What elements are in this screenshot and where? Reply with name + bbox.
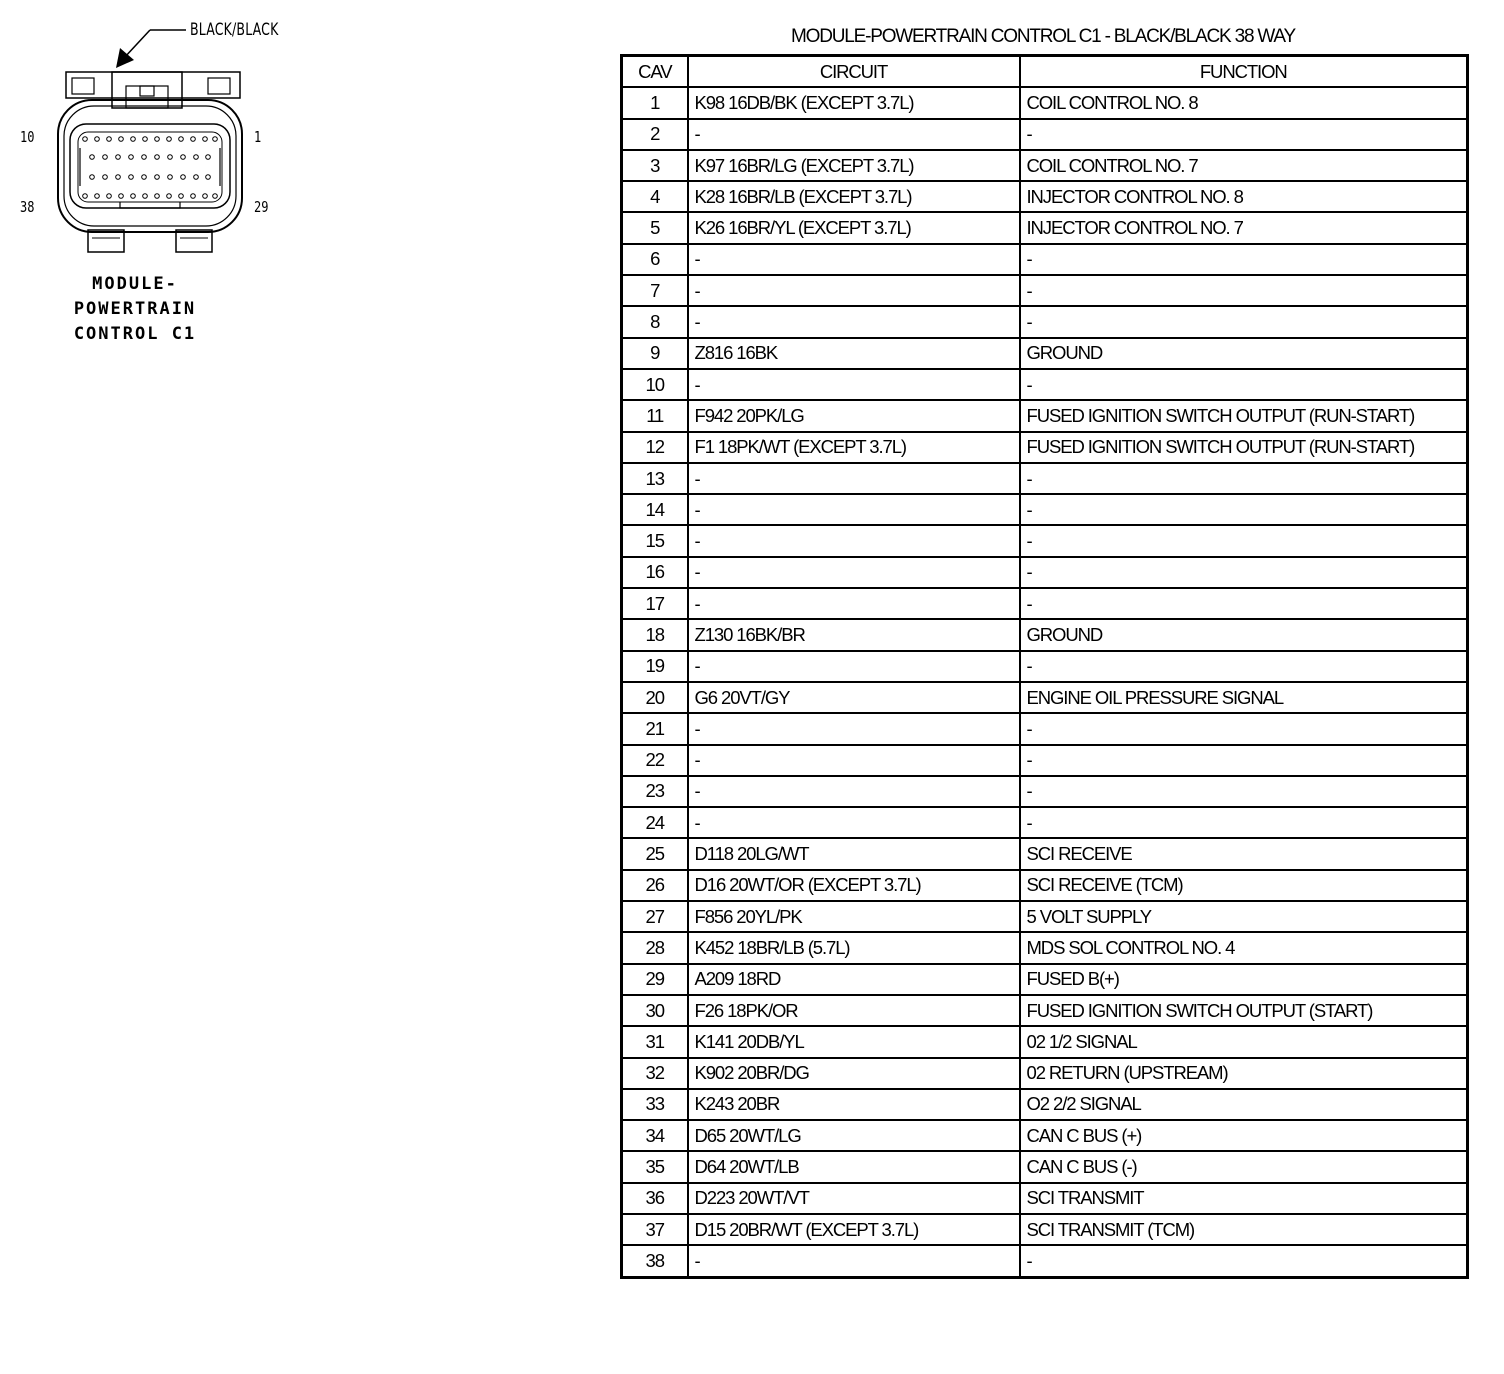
cell-cav: 35 bbox=[622, 1151, 688, 1182]
table-row bbox=[622, 275, 1468, 306]
cell-function: FUSED IGNITION SWITCH OUTPUT (START) bbox=[1020, 995, 1468, 1026]
cell-function: SCI RECEIVE bbox=[1020, 838, 1468, 869]
cell-function: - bbox=[1020, 557, 1468, 588]
cell-cav: 7 bbox=[622, 275, 688, 306]
cell-circuit: - bbox=[688, 369, 1020, 400]
table-row bbox=[622, 150, 1468, 181]
cell-function: COIL CONTROL NO. 8 bbox=[1020, 87, 1468, 118]
table-row bbox=[622, 870, 1468, 901]
cell-circuit: - bbox=[688, 275, 1020, 306]
cell-circuit: - bbox=[688, 1245, 1020, 1277]
cell-function: CAN C BUS (-) bbox=[1020, 1151, 1468, 1182]
cell-circuit: F942 20PK/LG bbox=[688, 400, 1020, 431]
cell-function: GROUND bbox=[1020, 619, 1468, 650]
cell-function: SCI TRANSMIT (TCM) bbox=[1020, 1214, 1468, 1245]
cell-function: GROUND bbox=[1020, 338, 1468, 369]
cell-cav: 36 bbox=[622, 1183, 688, 1214]
table-row bbox=[622, 588, 1468, 619]
cell-function: FUSED IGNITION SWITCH OUTPUT (RUN-START) bbox=[1020, 432, 1468, 463]
cell-circuit: - bbox=[688, 745, 1020, 776]
cell-circuit: - bbox=[688, 463, 1020, 494]
cell-circuit: F1 18PK/WT (EXCEPT 3.7L) bbox=[688, 432, 1020, 463]
cell-function: FUSED IGNITION SWITCH OUTPUT (RUN-START) bbox=[1020, 400, 1468, 431]
table-title: MODULE-POWERTRAIN CONTROL C1 - BLACK/BLACK 38 WAY bbox=[791, 26, 1295, 47]
cell-cav: 21 bbox=[622, 713, 688, 744]
table-row bbox=[622, 212, 1468, 243]
table-row bbox=[622, 682, 1468, 713]
table-row bbox=[622, 525, 1468, 556]
cell-function: 02 1/2 SIGNAL bbox=[1020, 1026, 1468, 1057]
cell-cav: 18 bbox=[622, 619, 688, 650]
cell-circuit: - bbox=[688, 494, 1020, 525]
table-row bbox=[622, 1026, 1468, 1057]
cell-circuit: D65 20WT/LG bbox=[688, 1120, 1020, 1151]
pin-row-3 bbox=[90, 175, 211, 180]
table-row bbox=[622, 838, 1468, 869]
cell-function: INJECTOR CONTROL NO. 7 bbox=[1020, 212, 1468, 243]
cell-cav: 20 bbox=[622, 682, 688, 713]
table-row bbox=[622, 619, 1468, 650]
cell-function: 5 VOLT SUPPLY bbox=[1020, 901, 1468, 932]
cell-cav: 15 bbox=[622, 525, 688, 556]
cell-cav: 12 bbox=[622, 432, 688, 463]
table-row bbox=[622, 557, 1468, 588]
cell-cav: 28 bbox=[622, 932, 688, 963]
cell-function: - bbox=[1020, 306, 1468, 337]
table-row bbox=[622, 1120, 1468, 1151]
table-row bbox=[622, 1058, 1468, 1089]
pin-label-top-left: 10 bbox=[20, 128, 35, 146]
cell-circuit: D16 20WT/OR (EXCEPT 3.7L) bbox=[688, 870, 1020, 901]
table-row bbox=[622, 1245, 1468, 1277]
cell-function: FUSED B(+) bbox=[1020, 964, 1468, 995]
cell-function: - bbox=[1020, 369, 1468, 400]
table-row bbox=[622, 745, 1468, 776]
cell-cav: 29 bbox=[622, 964, 688, 995]
cell-circuit: K98 16DB/BK (EXCEPT 3.7L) bbox=[688, 87, 1020, 118]
cell-cav: 24 bbox=[622, 807, 688, 838]
pin-row-2 bbox=[90, 155, 211, 160]
cell-function: - bbox=[1020, 244, 1468, 275]
table-row bbox=[622, 776, 1468, 807]
table-row bbox=[622, 807, 1468, 838]
cell-circuit: Z816 16BK bbox=[688, 338, 1020, 369]
cell-cav: 19 bbox=[622, 651, 688, 682]
connector-color-label: BLACK/BLACK bbox=[190, 20, 279, 40]
cell-circuit: - bbox=[688, 306, 1020, 337]
cell-circuit: F26 18PK/OR bbox=[688, 995, 1020, 1026]
table-row bbox=[622, 432, 1468, 463]
cell-circuit: D223 20WT/VT bbox=[688, 1183, 1020, 1214]
pin-row-4 bbox=[83, 194, 218, 199]
cell-circuit: - bbox=[688, 557, 1020, 588]
cell-cav: 38 bbox=[622, 1245, 688, 1277]
cell-function: MDS SOL CONTROL NO. 4 bbox=[1020, 932, 1468, 963]
cell-cav: 6 bbox=[622, 244, 688, 275]
connector-title-line: CONTROL C1 bbox=[73, 324, 197, 344]
cell-circuit: - bbox=[688, 807, 1020, 838]
cell-function: INJECTOR CONTROL NO. 8 bbox=[1020, 181, 1468, 212]
cell-circuit: G6 20VT/GY bbox=[688, 682, 1020, 713]
cell-function: COIL CONTROL NO. 7 bbox=[1020, 150, 1468, 181]
cell-function: - bbox=[1020, 463, 1468, 494]
cell-circuit: A209 18RD bbox=[688, 964, 1020, 995]
table-row bbox=[622, 651, 1468, 682]
cell-function: - bbox=[1020, 1245, 1468, 1277]
cell-cav: 37 bbox=[622, 1214, 688, 1245]
cell-cav: 2 bbox=[622, 119, 688, 150]
pin-row-1 bbox=[83, 137, 218, 142]
table-row bbox=[622, 1214, 1468, 1245]
cell-function: - bbox=[1020, 119, 1468, 150]
pinout-table bbox=[620, 54, 1469, 1279]
cell-cav: 27 bbox=[622, 901, 688, 932]
table-row bbox=[622, 1089, 1468, 1120]
table-row bbox=[622, 306, 1468, 337]
cell-cav: 17 bbox=[622, 588, 688, 619]
cell-circuit: - bbox=[688, 525, 1020, 556]
table-row bbox=[622, 338, 1468, 369]
cell-circuit: D118 20LG/WT bbox=[688, 838, 1020, 869]
cell-cav: 32 bbox=[622, 1058, 688, 1089]
table-row bbox=[622, 1151, 1468, 1182]
table-row bbox=[622, 1183, 1468, 1214]
cell-function: ENGINE OIL PRESSURE SIGNAL bbox=[1020, 682, 1468, 713]
cell-cav: 5 bbox=[622, 212, 688, 243]
cell-cav: 33 bbox=[622, 1089, 688, 1120]
cell-circuit: K26 16BR/YL (EXCEPT 3.7L) bbox=[688, 212, 1020, 243]
cell-function: - bbox=[1020, 588, 1468, 619]
header-cav: CAV bbox=[622, 56, 688, 88]
table-row bbox=[622, 369, 1468, 400]
table-row bbox=[622, 119, 1468, 150]
cell-cav: 11 bbox=[622, 400, 688, 431]
connector-title-line: MODULE- bbox=[92, 274, 178, 294]
table-row bbox=[622, 244, 1468, 275]
cell-circuit: - bbox=[688, 588, 1020, 619]
cell-function: 02 RETURN (UPSTREAM) bbox=[1020, 1058, 1468, 1089]
cell-cav: 22 bbox=[622, 745, 688, 776]
cell-circuit: F856 20YL/PK bbox=[688, 901, 1020, 932]
pin-label-bottom-left: 38 bbox=[20, 198, 35, 216]
cell-function: - bbox=[1020, 745, 1468, 776]
cell-cav: 26 bbox=[622, 870, 688, 901]
header-function: FUNCTION bbox=[1020, 56, 1468, 88]
cell-function: SCI TRANSMIT bbox=[1020, 1183, 1468, 1214]
cell-function: SCI RECEIVE (TCM) bbox=[1020, 870, 1468, 901]
header-circuit: CIRCUIT bbox=[688, 56, 1020, 88]
cell-circuit: K243 20BR bbox=[688, 1089, 1020, 1120]
cell-circuit: - bbox=[688, 119, 1020, 150]
table-row bbox=[622, 995, 1468, 1026]
table-row bbox=[622, 400, 1468, 431]
table-row bbox=[622, 964, 1468, 995]
cell-function: - bbox=[1020, 525, 1468, 556]
cell-circuit: D64 20WT/LB bbox=[688, 1151, 1020, 1182]
cell-cav: 1 bbox=[622, 87, 688, 118]
cell-function: - bbox=[1020, 651, 1468, 682]
cell-circuit: - bbox=[688, 776, 1020, 807]
cell-function: - bbox=[1020, 713, 1468, 744]
cell-circuit: K452 18BR/LB (5.7L) bbox=[688, 932, 1020, 963]
table-row bbox=[622, 901, 1468, 932]
cell-cav: 8 bbox=[622, 306, 688, 337]
cell-function: - bbox=[1020, 494, 1468, 525]
cell-function: - bbox=[1020, 275, 1468, 306]
cell-circuit: - bbox=[688, 651, 1020, 682]
cell-cav: 25 bbox=[622, 838, 688, 869]
cell-cav: 31 bbox=[622, 1026, 688, 1057]
cell-circuit: K141 20DB/YL bbox=[688, 1026, 1020, 1057]
cell-function: - bbox=[1020, 776, 1468, 807]
table-row bbox=[622, 463, 1468, 494]
cell-function: - bbox=[1020, 807, 1468, 838]
cell-circuit: K902 20BR/DG bbox=[688, 1058, 1020, 1089]
cell-cav: 4 bbox=[622, 181, 688, 212]
cell-circuit: - bbox=[688, 244, 1020, 275]
cell-cav: 30 bbox=[622, 995, 688, 1026]
cell-circuit: - bbox=[688, 713, 1020, 744]
cell-cav: 13 bbox=[622, 463, 688, 494]
connector-outline-drawing bbox=[0, 0, 320, 270]
cell-cav: 34 bbox=[622, 1120, 688, 1151]
cell-circuit: D15 20BR/WT (EXCEPT 3.7L) bbox=[688, 1214, 1020, 1245]
table-row bbox=[622, 87, 1468, 118]
cell-circuit: Z130 16BK/BR bbox=[688, 619, 1020, 650]
table-row bbox=[622, 932, 1468, 963]
cell-circuit: K28 16BR/LB (EXCEPT 3.7L) bbox=[688, 181, 1020, 212]
cell-function: CAN C BUS (+) bbox=[1020, 1120, 1468, 1151]
cell-cav: 3 bbox=[622, 150, 688, 181]
cell-circuit: K97 16BR/LG (EXCEPT 3.7L) bbox=[688, 150, 1020, 181]
connector-diagram bbox=[0, 0, 320, 360]
cell-cav: 9 bbox=[622, 338, 688, 369]
connector-title bbox=[60, 272, 210, 347]
pin-label-top-right: 1 bbox=[254, 128, 262, 146]
pin-label-bottom-right: 29 bbox=[254, 198, 269, 216]
cell-function: O2 2/2 SIGNAL bbox=[1020, 1089, 1468, 1120]
cell-cav: 16 bbox=[622, 557, 688, 588]
cell-cav: 10 bbox=[622, 369, 688, 400]
table-row bbox=[622, 713, 1468, 744]
table-row bbox=[622, 494, 1468, 525]
cell-cav: 14 bbox=[622, 494, 688, 525]
table-row bbox=[622, 181, 1468, 212]
cell-cav: 23 bbox=[622, 776, 688, 807]
table-header-row bbox=[622, 56, 1468, 88]
connector-title-line: POWERTRAIN bbox=[73, 299, 197, 319]
